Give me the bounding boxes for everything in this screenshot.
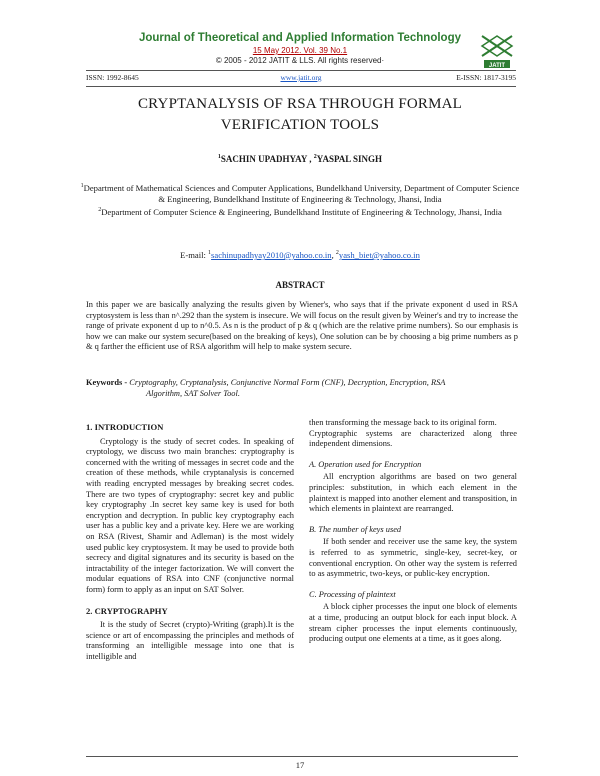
issn: ISSN: 1992-8645 xyxy=(86,73,139,82)
subsection-c-heading: C. Processing of plaintext xyxy=(309,589,396,599)
author1: SACHIN UPADHYAY , xyxy=(220,154,312,164)
email2-sup: 2 xyxy=(335,250,339,257)
subsection-b-heading: B. The number of keys used xyxy=(309,524,402,534)
page-number: 17 xyxy=(295,760,305,770)
continued-text: then transforming the message back to its original form. xyxy=(309,418,497,427)
subsection-b-text: If both sender and receiver use the same key, the system is referred to as symmetric, single-key, secret-key, or conventional encryption. On other way the system is referred to as asymmetric, two-keys, or public-key encryption. xyxy=(309,537,517,579)
website-link[interactable]: www.jatit.org xyxy=(280,73,322,82)
keywords-line-1: Cryptography, Cryptanalysis, Conjunctive Normal Form (CNF), Decryption, Encryption, RSA xyxy=(129,378,446,387)
subsection-a-text: All encryption algorithms are based on two general principles: substitution, in which each element in the plaintext is mapped into another element and transposition, in which elements in plaintext are rearranged. xyxy=(309,472,517,514)
affil2-sup: 2 xyxy=(98,207,102,214)
author1-sup: 1 xyxy=(217,154,221,160)
continued-text-2: Cryptographic systems are characterized along three independent dimensions. xyxy=(309,428,517,449)
jatit-logo-icon xyxy=(478,34,516,74)
abstract-heading: ABSTRACT xyxy=(275,280,325,290)
section-1-text: Cryptology is the study of secret codes. In speaking of cryptology, we discuss two main branches: cryptography is concerned with the writing of messages in secret code and the creation of these methods, while cryptanalysis is concerned with reading encrypted messages by breaking secret codes. There are two types of cryptography: secret key and public key cryptography .In secret key same key is used for both encryption and decryption. In public key cryptography each user has a public key and a private key. Here we are working on RSA (Rivest, Shamir and Adleman) is the most widely used public key cryptosystem. It may be used to provide both secrecy and digital signatures and its security is based on the intractability of the integer factorization. We will convert the modular equations of RSA into CNF (conjunctive normal form) form to apply as an input on SAT Solver. xyxy=(86,436,294,594)
issue-info: 15 May 2012. Vol. 39 No.1 xyxy=(252,46,348,55)
affil1-sup: 1 xyxy=(80,183,84,189)
header-issn-row xyxy=(86,73,516,85)
section-1-heading: 1. INTRODUCTION xyxy=(86,422,164,432)
footer-rule xyxy=(86,756,518,757)
authors xyxy=(0,154,600,164)
affiliation-1: Department of Mathematical Sciences and Computer Applications, Bundelkhand University, Department of Computer Science & Engineering, Bundelkhand Institute of Engineering & Technology, Jhansi, India xyxy=(83,182,520,205)
email-label: E-mail: xyxy=(180,250,206,260)
keywords-label: Keywords - xyxy=(86,378,128,387)
title-line-1: CRYPTANALYSIS OF RSA THROUGH FORMAL xyxy=(137,96,463,112)
email1-sup: 1 xyxy=(208,250,212,257)
keywords-line-2: Algorithm, SAT Solver Tool. xyxy=(146,388,240,398)
section-2-text: It is the study of Secret (crypto)-Writing (graph).It is the science or art of encompassing the principles and methods of transforming an intelligible message into one that is intelligible and xyxy=(86,620,294,661)
left-column xyxy=(86,418,294,662)
author2-sup: 2 xyxy=(313,154,317,160)
email-line xyxy=(0,250,600,260)
copyright-notice: © 2005 - 2012 JATIT & LLS. All rights reserved· xyxy=(215,56,385,65)
title-line-2: VERIFICATION TOOLS xyxy=(220,117,380,133)
affiliation-2: Department of Computer Science & Engineering, Bundelkhand Institute of Engineering & Technology, Jhansi, India xyxy=(101,207,502,218)
eissn: E-ISSN: 1817-3195 xyxy=(456,73,516,82)
affiliations xyxy=(80,181,520,218)
section-2-heading: 2. CRYPTOGRAPHY xyxy=(86,605,168,616)
email-separator: , xyxy=(331,250,334,260)
subsection-a-heading: A. Operation used for Encryption xyxy=(309,459,422,469)
author2: YASPAL SINGH xyxy=(316,154,383,164)
abstract-body: In this paper we are basically analyzing the results given by Wiener's, who says that if the private exponent d used in RSA cryptosystem is less than n^.292 than the system is insecure. We will focus on the result given by Weiner's and try to increase the range of private exponent d up to n^0.5. As n is the product of p & q (which are the relative prime numbers). So our emphasis is how we can make our system secure(based on the breaking of keys), One solution can be by choosing a big prime numbers as p & q farther the efficient use of RSA algorithm will help to make system secure. xyxy=(86,300,518,352)
email-link-2[interactable]: yash_biet@yahoo.co.in xyxy=(338,250,420,260)
email-link-1[interactable]: sachinupadhyay2010@yahoo.co.in xyxy=(211,250,332,260)
logo-text: JATIT xyxy=(488,63,506,69)
journal-title: Journal of Theoretical and Applied Information Technology xyxy=(138,32,462,44)
subsection-c-text: A block cipher processes the input one block of elements at a time, producing an output block for each input block. A stream cipher processes the input elements continuously, producing output one elements at a time, as it goes along. xyxy=(309,602,517,644)
keywords xyxy=(86,378,518,399)
right-column xyxy=(309,418,517,645)
paper-title xyxy=(80,94,520,136)
header-rule-bottom xyxy=(86,86,516,87)
header-rule-top xyxy=(86,70,516,71)
